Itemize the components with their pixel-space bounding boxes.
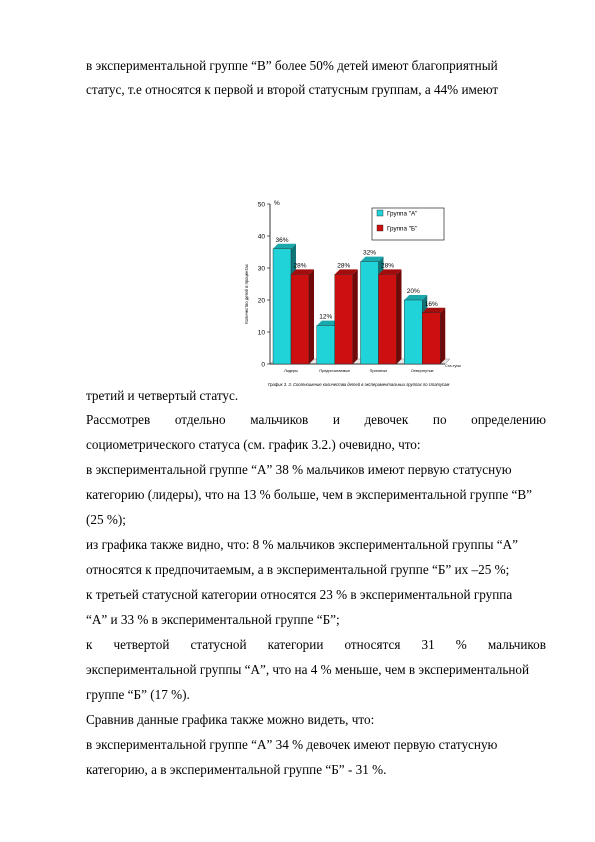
data-label: 36%: [275, 236, 289, 244]
paragraph-line: статус, т.е относятся к первой и второй статусным группам, а 44% имеют: [86, 82, 499, 97]
x-tick-label: Предпочитаемые: [319, 369, 351, 373]
word: по: [432, 412, 447, 427]
bar: [317, 326, 335, 364]
word: четвертой: [113, 637, 170, 652]
bar: [404, 300, 422, 364]
chart-caption: График 3. 3. Соотношение количества детей в экспериментальных группах по статусам: [268, 382, 450, 387]
bar: [379, 274, 397, 364]
word: статусной: [190, 637, 247, 652]
paragraph-line: экспериментальной группы “А”, что на 4 % меньше, чем в экспериментальной: [86, 662, 530, 677]
justified-line: [86, 412, 546, 428]
paragraph-line: в экспериментальной группе “В” более 50% детей имеют благоприятный: [86, 58, 498, 73]
chart-canvas: [240, 194, 462, 400]
paragraph-line: (25 %);: [86, 512, 126, 527]
data-label: 28%: [337, 262, 351, 270]
bar-side: [353, 269, 358, 364]
legend-label: Группа "А": [387, 210, 418, 218]
paragraph-line: категорию, а в экспериментальной группе “Б” - 31 %.: [86, 762, 387, 777]
paragraph-line: Сравнив данные графика также можно видеть, что:: [86, 712, 375, 727]
bar: [422, 313, 440, 364]
paragraph-line: в экспериментальной группе “А” 34 % девочек имеют первую статусную: [86, 737, 498, 752]
word: к: [86, 637, 93, 652]
legend-swatch: [377, 225, 383, 231]
bar: [361, 262, 379, 364]
paragraph-line: “А” и 33 % в экспериментальной группе “Б”;: [86, 612, 340, 627]
y-tick-label: 50: [257, 201, 265, 209]
data-label: 32%: [362, 249, 377, 257]
paragraph-line: социометрического статуса (см. график 3.2.) очевидно, что:: [86, 437, 421, 452]
word: 31: [421, 637, 435, 652]
bar-side: [309, 269, 314, 364]
y-unit-label: %: [274, 200, 280, 207]
x-tick-label: Лидеры: [284, 369, 298, 373]
x-tick-label: Принятые: [369, 369, 388, 373]
y-tick-label: 30: [257, 265, 265, 273]
bar-side: [440, 308, 445, 364]
word: отдельно: [174, 412, 226, 427]
word: определению: [471, 412, 546, 427]
y-tick-label: 20: [257, 297, 265, 305]
word: Рассмотрев: [86, 412, 151, 427]
x-tick-label: Отвергнутые: [410, 369, 434, 373]
data-label: 28%: [293, 262, 307, 270]
y-axis-title: Количество детей в процентах: [244, 264, 249, 324]
status-bar-chart: [240, 194, 462, 400]
paragraph-line: из графика также видно, что: 8 % мальчиков экспериментальной группы “А”: [86, 537, 519, 552]
word: относятся: [344, 637, 401, 652]
paragraph-line: третий и четвертый статус.: [86, 388, 239, 403]
bar: [291, 274, 309, 364]
y-tick-label: 10: [257, 329, 265, 337]
word: %: [455, 637, 467, 652]
word: категории: [267, 637, 324, 652]
paragraph-line: категорию (лидеры), что на 13 % больше, чем в экспериментальной группе “В”: [86, 487, 532, 502]
bar: [273, 249, 291, 364]
bar: [335, 274, 353, 364]
bar-side: [397, 269, 402, 364]
word: мальчиков: [250, 412, 309, 427]
word: и: [332, 412, 340, 427]
legend-swatch: [377, 210, 383, 216]
y-tick-label: 0: [261, 361, 265, 369]
x-unit-label: Ста-тусы: [444, 364, 462, 368]
paragraph-line: относятся к предпочитаемым, а в экспериментальной группе “Б” их –25 %;: [86, 562, 510, 577]
legend-label: Группа "Б": [387, 225, 418, 233]
y-tick-label: 40: [257, 233, 265, 241]
paragraph-line: к третьей статусной категории относятся 23 % в экспериментальной группа: [86, 587, 513, 602]
data-label: 20%: [406, 288, 420, 295]
paragraph-line: группе “Б” (17 %).: [86, 687, 190, 702]
data-label: 12%: [319, 313, 333, 321]
data-label: 28%: [380, 262, 395, 270]
word: девочек: [364, 412, 409, 427]
word: мальчиков: [487, 637, 546, 652]
paragraph-line: в экспериментальной группе “А” 38 % мальчиков имеют первую статусную: [86, 462, 512, 477]
data-label: 16%: [424, 300, 438, 308]
justified-line: [86, 637, 546, 653]
